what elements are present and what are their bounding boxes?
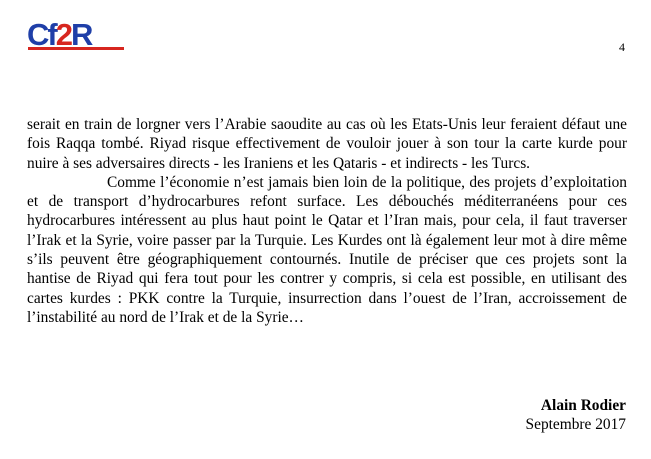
cf2r-logo (26, 14, 126, 54)
logo-wordmark: Cf2R (27, 17, 92, 52)
paragraph-2: Comme l’économie n’est jamais bien loin de la politique, des projets d’exploitation et de transport d’hydrocarbures refont surface. Les débouchés méditerranéens pour ces hydrocarbures intéressent au plus haut point le Qatar et l’Iran mais, pour cela, il faut traverser l’Irak et la Syrie, voire passer par la Turquie. Les Kurdes ont là également leur mot à dire même s’ils peuvent être géographiquement contournés. Inutile de préciser que ces projets sont la hantise de Riyad qui fera tout pour les contrer y compris, si cela est possible, en utilisant des cartes kurdes : PKK contre la Turquie, insurrection dans l’ouest de l’Iran, accroissement de l’instabilité au nord de l’Irak et de la Syrie… (27, 173, 627, 326)
cf2r-logo-image (26, 14, 126, 54)
page-number: 4 (619, 40, 625, 54)
author-name: Alain Rodier (540, 397, 626, 414)
article-body (27, 115, 627, 327)
publication-date: Septembre 2017 (525, 416, 626, 434)
signature-block (526, 396, 626, 435)
paragraph-1: serait en train de lorgner vers l’Arabie saoudite au cas où les Etats-Unis leur feraient défaut une fois Raqqa tombé. Riyad risque effectivement de vouloir jouer à son tour la carte kurde pour nuire à ses adversaires directs - les Iraniens et les Qataris - et indirects - les Turcs. (27, 116, 627, 172)
